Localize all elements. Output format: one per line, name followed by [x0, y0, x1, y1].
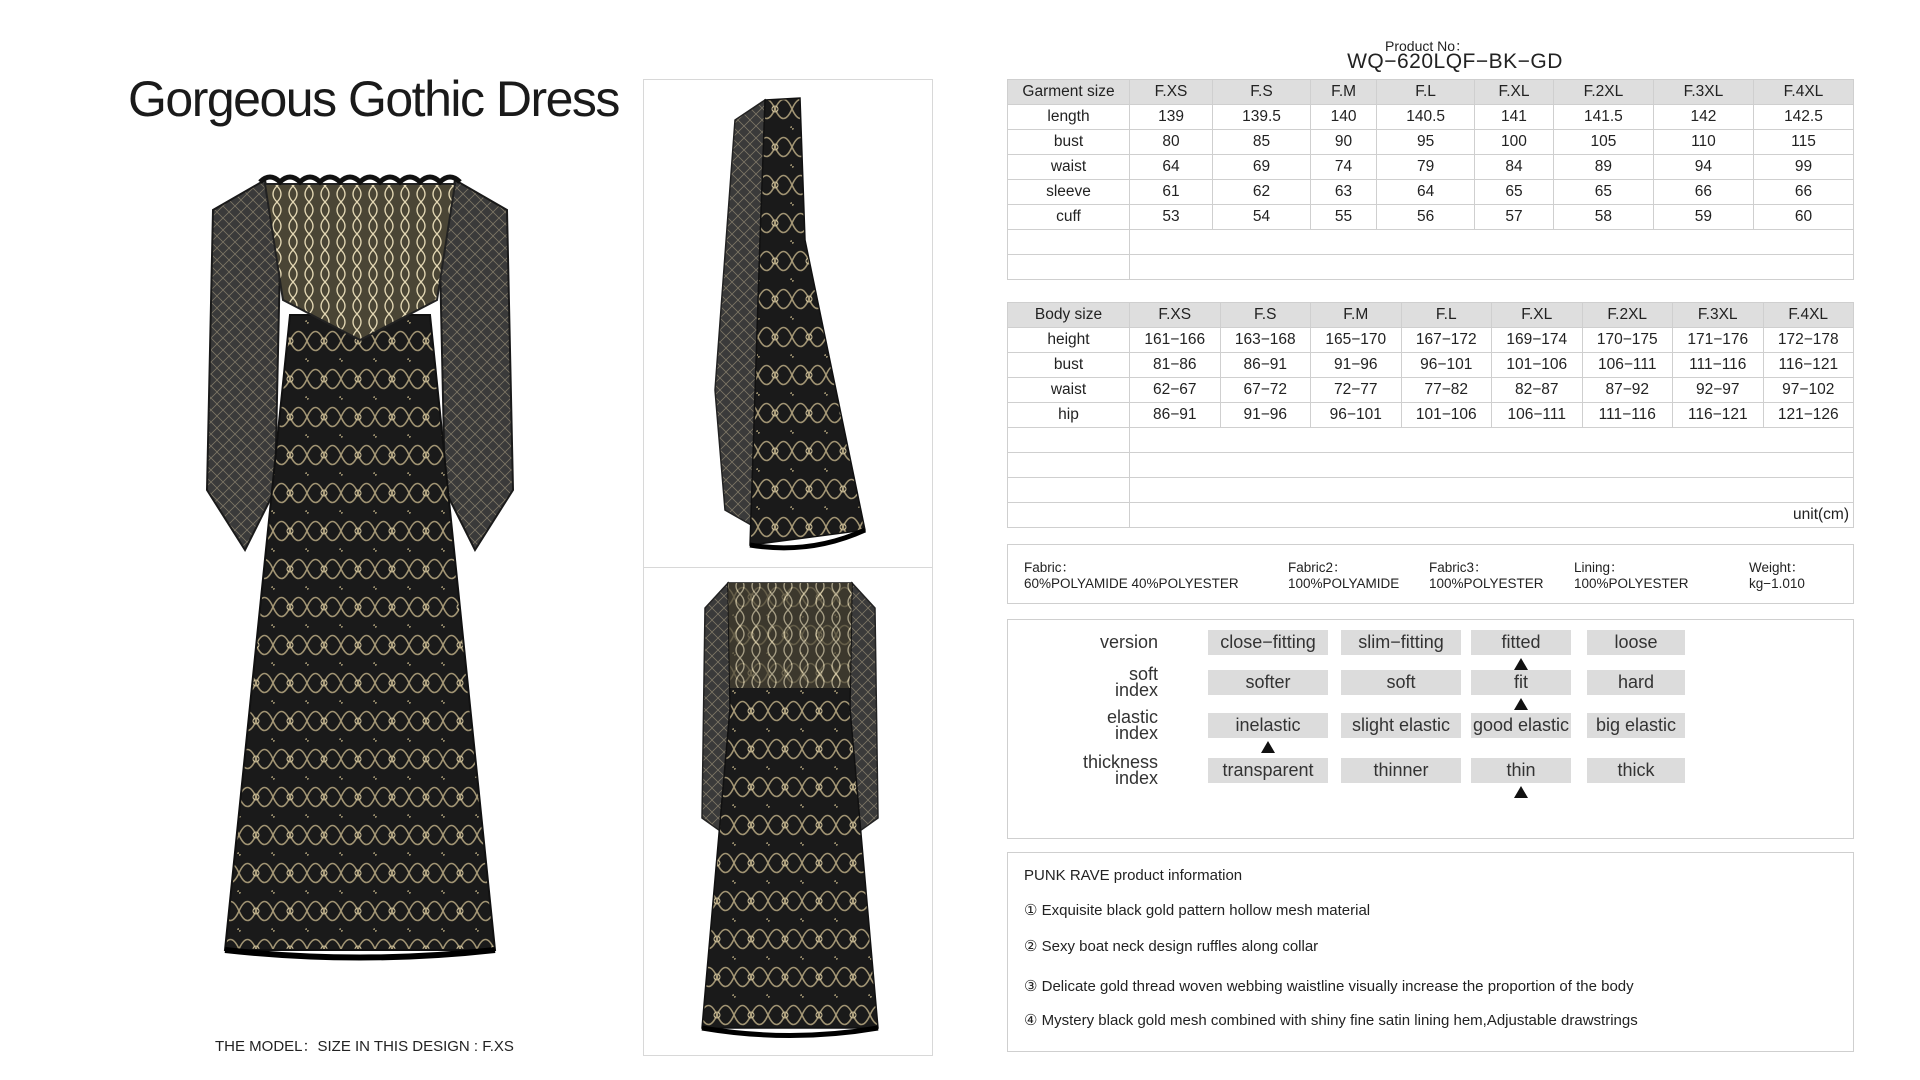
- table-cell: 86−91: [1130, 403, 1221, 428]
- body-size-header: Body size: [1008, 303, 1130, 328]
- fabric-3-value: 100%POLYESTER: [1429, 576, 1544, 591]
- table-row: [1008, 353, 1854, 378]
- index-option: hard: [1587, 670, 1685, 695]
- table-cell: 141.5: [1553, 105, 1653, 130]
- table-cell: 95: [1377, 130, 1475, 155]
- fabric-2: [1288, 560, 1399, 592]
- table-cell: 91−96: [1220, 403, 1311, 428]
- table-cell: 80: [1130, 130, 1213, 155]
- table-cell: 81−86: [1130, 353, 1221, 378]
- blank-row: [1008, 428, 1854, 453]
- index-option: thinner: [1341, 758, 1461, 783]
- table-cell: 56: [1377, 205, 1475, 230]
- table-cell: 60: [1753, 205, 1853, 230]
- table-cell: 161−166: [1130, 328, 1221, 353]
- table-cell: 64: [1377, 180, 1475, 205]
- table-cell: 84: [1475, 155, 1554, 180]
- index-option: inelastic: [1208, 713, 1328, 738]
- fit-index-box: [1007, 619, 1854, 839]
- table-cell: 139.5: [1213, 105, 1311, 130]
- index-label: [1107, 709, 1158, 741]
- table-row: [1008, 378, 1854, 403]
- table-cell: 67−72: [1220, 378, 1311, 403]
- size-col-header: F.2XL: [1582, 303, 1673, 328]
- table-cell: 140: [1310, 105, 1376, 130]
- fabric-info-box: [1007, 544, 1854, 604]
- table-cell: 171−176: [1673, 328, 1764, 353]
- selected-indicator-icon: [1514, 698, 1528, 710]
- fabric-1: [1024, 560, 1239, 592]
- model-size-note: THE MODEL：SIZE IN THIS DESIGN : F.XS: [215, 1038, 514, 1055]
- table-cell: 163−168: [1220, 328, 1311, 353]
- index-option: big elastic: [1587, 713, 1685, 738]
- row-label: waist: [1008, 155, 1130, 180]
- table-row: [1008, 205, 1854, 230]
- table-cell: 92−97: [1673, 378, 1764, 403]
- garment-size-table: [1007, 79, 1854, 280]
- index-label-line: index: [1114, 680, 1158, 700]
- size-col-header: F.3XL: [1653, 80, 1753, 105]
- table-cell: 115: [1753, 130, 1853, 155]
- table-cell: 169−174: [1492, 328, 1583, 353]
- size-col-header: F.L: [1401, 303, 1492, 328]
- table-cell: 116−121: [1673, 403, 1764, 428]
- table-cell: 139: [1130, 105, 1213, 130]
- fabric-2-value: 100%POLYAMIDE: [1288, 576, 1400, 591]
- selected-indicator-icon: [1261, 741, 1275, 753]
- row-label: length: [1008, 105, 1130, 130]
- size-col-header: F.XS: [1130, 303, 1221, 328]
- lining-value: 100%POLYESTER: [1574, 576, 1689, 591]
- row-label: waist: [1008, 378, 1130, 403]
- info-item: ① Exquisite black gold pattern hollow mesh material: [1024, 902, 1371, 919]
- size-col-header: F.S: [1220, 303, 1311, 328]
- info-item: ② Sexy boat neck design ruffles along collar: [1024, 938, 1319, 955]
- table-cell: 101−106: [1401, 403, 1492, 428]
- info-heading: PUNK RAVE product information: [1024, 867, 1243, 884]
- table-cell: 91−96: [1311, 353, 1402, 378]
- row-label: height: [1008, 328, 1130, 353]
- size-col-header: F.XL: [1492, 303, 1583, 328]
- index-option: soft: [1341, 670, 1461, 695]
- selected-indicator-icon: [1514, 786, 1528, 798]
- index-label: [1083, 754, 1158, 786]
- table-cell: 57: [1475, 205, 1554, 230]
- table-cell: 94: [1653, 155, 1753, 180]
- fabric-2-label: Fabric2：: [1288, 560, 1347, 575]
- row-label: hip: [1008, 403, 1130, 428]
- body-size-table: [1007, 302, 1854, 528]
- table-cell: 64: [1130, 155, 1213, 180]
- size-col-header: F.L: [1377, 80, 1475, 105]
- index-option: slight elastic: [1341, 713, 1461, 738]
- product-no: WQ−620LQF−BK−GD: [1347, 50, 1563, 73]
- table-cell: 85: [1213, 130, 1311, 155]
- size-col-header: F.XS: [1130, 80, 1213, 105]
- table-cell: 106−111: [1582, 353, 1673, 378]
- product-no-label: Product No：: [1385, 38, 1470, 54]
- size-col-header: F.4XL: [1753, 80, 1853, 105]
- body-header-row: [1008, 303, 1854, 328]
- selected-indicator-icon: [1514, 658, 1528, 670]
- index-option: close−fitting: [1208, 630, 1328, 655]
- dress-front-image: [205, 170, 515, 970]
- table-cell: 74: [1310, 155, 1376, 180]
- table-row: [1008, 403, 1854, 428]
- fabric-1-value: 60%POLYAMIDE 40%POLYESTER: [1024, 576, 1239, 591]
- index-option: transparent: [1208, 758, 1328, 783]
- table-cell: 142.5: [1753, 105, 1853, 130]
- index-label-line: index: [1114, 723, 1158, 743]
- table-cell: 142: [1653, 105, 1753, 130]
- table-cell: 121−126: [1763, 403, 1854, 428]
- table-cell: 54: [1213, 205, 1311, 230]
- table-cell: 106−111: [1492, 403, 1583, 428]
- table-cell: 170−175: [1582, 328, 1673, 353]
- table-row: [1008, 155, 1854, 180]
- index-option: slim−fitting: [1341, 630, 1461, 655]
- fabric-1-label: Fabric：: [1024, 560, 1076, 575]
- index-option: fit: [1471, 670, 1571, 695]
- row-label: bust: [1008, 130, 1130, 155]
- index-label-line: thickness: [1082, 752, 1158, 772]
- table-cell: 69: [1213, 155, 1311, 180]
- table-cell: 172−178: [1763, 328, 1854, 353]
- size-col-header: F.4XL: [1763, 303, 1854, 328]
- table-cell: 65: [1553, 180, 1653, 205]
- size-col-header: F.S: [1213, 80, 1311, 105]
- table-cell: 87−92: [1582, 378, 1673, 403]
- table-cell: 72−77: [1311, 378, 1402, 403]
- table-row: [1008, 328, 1854, 353]
- table-cell: 86−91: [1220, 353, 1311, 378]
- index-label-line: soft: [1128, 664, 1158, 684]
- product-info-box: [1007, 852, 1854, 1052]
- index-label-line: index: [1114, 768, 1158, 788]
- table-row: [1008, 130, 1854, 155]
- dress-side-image: [690, 90, 890, 560]
- weight-value: kg−1.010: [1749, 576, 1805, 591]
- index-label-line: elastic: [1106, 707, 1158, 727]
- index-label-line: version: [1099, 632, 1158, 652]
- index-option: softer: [1208, 670, 1328, 695]
- size-col-header: F.XL: [1475, 80, 1554, 105]
- weight: [1749, 560, 1805, 592]
- table-cell: 90: [1310, 130, 1376, 155]
- size-col-header: F.M: [1311, 303, 1402, 328]
- table-cell: 97−102: [1763, 378, 1854, 403]
- info-item: ④ Mystery black gold mesh combined with shiny fine satin lining hem,Adjustable drawstrings: [1024, 1012, 1638, 1029]
- index-label: [1100, 634, 1158, 650]
- blank-row: [1008, 478, 1854, 503]
- table-cell: 66: [1753, 180, 1853, 205]
- size-col-header: F.2XL: [1553, 80, 1653, 105]
- table-cell: 63: [1310, 180, 1376, 205]
- table-cell: 101−106: [1492, 353, 1583, 378]
- table-cell: 105: [1553, 130, 1653, 155]
- page-title: Gorgeous Gothic Dress: [128, 71, 619, 127]
- table-cell: 66: [1653, 180, 1753, 205]
- row-label: bust: [1008, 353, 1130, 378]
- fabric-3: [1429, 560, 1544, 592]
- table-cell: 96−101: [1311, 403, 1402, 428]
- unit-row: [1008, 503, 1854, 528]
- table-cell: 111−116: [1582, 403, 1673, 428]
- weight-label: Weight：: [1749, 560, 1805, 575]
- index-label: [1115, 666, 1158, 698]
- table-cell: 110: [1653, 130, 1753, 155]
- index-option: thick: [1587, 758, 1685, 783]
- blank-row: [1008, 230, 1854, 255]
- table-cell: 140.5: [1377, 105, 1475, 130]
- table-cell: 100: [1475, 130, 1554, 155]
- table-cell: 62: [1213, 180, 1311, 205]
- index-option: thin: [1471, 758, 1571, 783]
- table-cell: 165−170: [1311, 328, 1402, 353]
- unit-label: unit(cm): [1130, 503, 1854, 528]
- dress-back-image: [700, 578, 880, 1048]
- table-cell: 77−82: [1401, 378, 1492, 403]
- garment-size-header: Garment size: [1008, 80, 1130, 105]
- table-cell: 96−101: [1401, 353, 1492, 378]
- table-cell: 58: [1553, 205, 1653, 230]
- table-cell: 141: [1475, 105, 1554, 130]
- size-col-header: F.3XL: [1673, 303, 1764, 328]
- table-cell: 89: [1553, 155, 1653, 180]
- table-cell: 82−87: [1492, 378, 1583, 403]
- table-cell: 99: [1753, 155, 1853, 180]
- row-label: sleeve: [1008, 180, 1130, 205]
- table-row: [1008, 105, 1854, 130]
- blank-row: [1008, 453, 1854, 478]
- table-cell: 79: [1377, 155, 1475, 180]
- table-cell: 116−121: [1763, 353, 1854, 378]
- lining-label: Lining：: [1574, 560, 1624, 575]
- table-cell: 65: [1475, 180, 1554, 205]
- lining: [1574, 560, 1689, 592]
- table-row: [1008, 180, 1854, 205]
- index-option: loose: [1587, 630, 1685, 655]
- table-cell: 61: [1130, 180, 1213, 205]
- index-option: fitted: [1471, 630, 1571, 655]
- table-cell: 62−67: [1130, 378, 1221, 403]
- garment-header-row: [1008, 80, 1854, 105]
- blank-row: [1008, 255, 1854, 280]
- table-cell: 59: [1653, 205, 1753, 230]
- size-col-header: F.M: [1310, 80, 1376, 105]
- table-cell: 167−172: [1401, 328, 1492, 353]
- table-cell: 111−116: [1673, 353, 1764, 378]
- fabric-3-label: Fabric3：: [1429, 560, 1488, 575]
- info-item: ③ Delicate gold thread woven webbing waistline visually increase the proportion of the body: [1024, 978, 1634, 995]
- index-option: good elastic: [1471, 713, 1571, 738]
- table-cell: 55: [1310, 205, 1376, 230]
- table-cell: 53: [1130, 205, 1213, 230]
- row-label: cuff: [1008, 205, 1130, 230]
